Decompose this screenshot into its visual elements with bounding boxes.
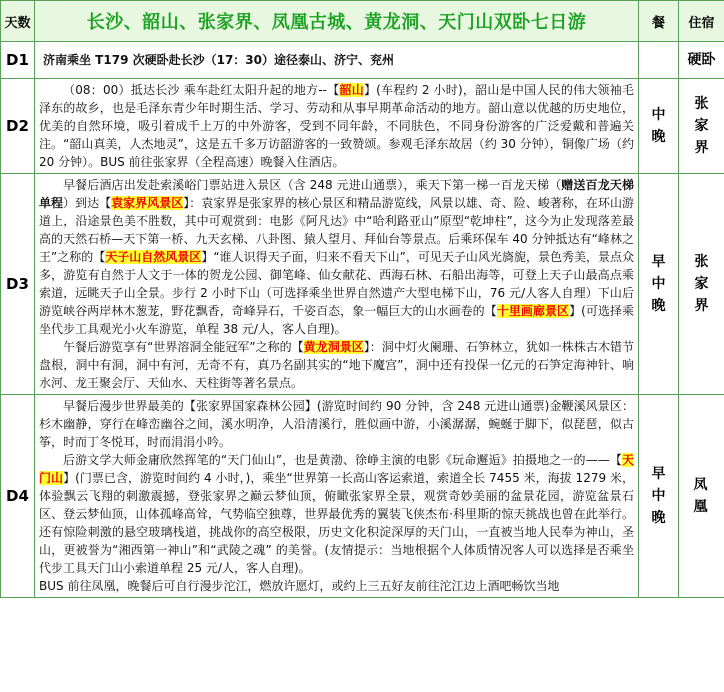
day-stay [679,395,724,598]
highlight-shilihualang: 十里画廊景区 [496,304,570,318]
day-row-d3 [1,174,724,395]
text-span: 】：洞中灯火阑珊、石笋林立，犹如一株株古木错节盘根，洞中有洞，洞中有河，无奇不有，真乃名副其实的“地下魔宫”，洞中还有投保一亿元的石笋定海神针、响水河、龙王聚会厅、天仙水、天柱街等著名景点。 [39,340,634,390]
day-content [35,395,639,598]
highlight-huanglongdong: 黄龙洞景区 [303,340,364,354]
day-row-d2 [1,79,724,174]
paragraph: BUS 前往凤凰，晚餐后可自行漫步沱江，燃放许愿灯，或约上三五好友前往沱江边上酒吧畅饮当地 [39,579,560,593]
day-label: D2 [1,79,35,174]
day-stay [679,79,724,174]
day-content [35,174,639,395]
highlight-shaoshan: 韶山 [339,83,364,97]
header-row [1,1,724,42]
day-column-header: 天数 [1,1,35,42]
day-label: D3 [1,174,35,395]
day-meal [639,395,679,598]
text-span: 】(可选择乘坐代步工具观光小火车游览，单程 38 元/人，客人自理)。 [39,304,634,336]
text-span: 后游文学大师金庸欣然挥笔的“天门仙山”，也是黄渤、徐峥主演的电影《玩命邂逅》拍摄地之一的——【 [63,453,622,467]
meal-column-header: 餐 [639,1,679,42]
meal-text: 早中晚 [651,254,666,314]
day-content: 济南乘坐 T179 次硬卧赴长沙（17：30）途径泰山、济宁、兖州 [35,42,639,79]
meal-text: 中晚 [651,107,666,145]
text-span: 】：袁家界是张家界的核心景区和精品游览线，风景以雄、奇、险、峻著称，在环山游道上，沿途景色美不胜数，其中可观赏到：电影《阿凡达》中“哈利路亚山”原型“乾坤柱”，这今为止发现落差最高的天然石桥—天下第一桥、九天玄梯、八卦图、猿人望月、拜仙台等景点。后乘环保车 40 分钟抵达有“峰林之王”之称的【 [39,196,634,264]
bold-span: 赠送百龙天梯单程 [39,178,634,210]
text-span: 】(车程约 2 小时)，韶山是中国人民的伟大领袖毛泽东的故乡，也是毛泽东青少年时期生活、学习、劳动和从事早期革命活动的地方。韶山意以优越的历史地位，优美的自然环境，吸引着成千上万的中外游客，受到不同年龄，不同肤色，不同身份游客的广泛爱戴和普遍关注。“韶山真美，人杰地灵”，这是五千多万访韶游客的一致赞颂。参观毛泽东故居（约 30 分钟），铜像广场（约 20 分钟）。BUS 前往张家界（全程高速）晚餐入住酒店。 [39,83,634,169]
day-stay [679,174,724,395]
day-row-d4 [1,395,724,598]
text-span: 】“谁人识得天子面，归来不看天下山”，可见天子山风光旖旎，景色秀美，景点众多，游览有自然于人文于一体的贺龙公园、御笔峰、仙女献花、西海石林、石船出海等，可登上天子山最高点乘索道，远眺天子山全景。步行 2 小时下山（可选择乘坐世界自然遗产大型电梯下山，76 元/人客人自理）下山后游览峡谷两岸林木葱茏，野花飘香，奇峰异石，千姿百态，象一幅巨大的山水画卷的【 [39,250,635,318]
tour-title: 长沙、韶山、张家界、凤凰古城、黄龙洞、天门山双卧七日游 [35,1,639,42]
text-span: ）到达【 [63,196,112,210]
highlight-yuanjiajie: 袁家界风景区 [111,196,184,210]
text-span: 早餐后酒店出发赴索溪峪门票站进入景区（含 248 元进山通票），乘天下第一梯一百龙天梯（ [63,178,562,192]
paragraph: 早餐后漫步世界最美的【张家界国家森林公园】(游览时间约 90 分钟，含 248 元进山通票)金鞭溪风景区：杉木幽静，穿行在峰峦幽谷之间，溪水明净，人沿清溪行，胜似画中游，小溪潺潺，蜿蜒于脚下，似琵琶，似古筝，时而丁冬悦耳，时而涓涓小吟。 [39,399,634,449]
text-span: 】(门票已含，游览时间约 4 小时，)，乘坐“世界第一长高山客运索道，索道全长 7455 米，海拔 1279 米，体验飘云飞翔的刺激震撼，登张家界之巅云梦仙顶，俯瞰张家界全景，观赏奇妙美丽的盆景花园，游览盆景石区、登云梦仙顶，山体孤峰高耸，气势临空独尊，世界最优秀的翼装飞侠杰布·科里斯的惊天挑战也曾在此举行。还有惊险刺激的悬空玻璃栈道，挑战你的高空极限，历史文化积淀深厚的天门山，一直被当地人民奉为神山，圣山，更被誉为“湘西第一神山”和“武陵之魂” 的美誉。(友情提示：当地根据个人体质情况客人可以选择是否乘坐代步工具天门山小索道单程 25 元/人，客人自理)。 [39,471,634,575]
day-meal [639,79,679,174]
day-stay: 硬卧 [679,42,724,79]
stay-column-header: 住宿 [679,1,724,42]
day-content [35,79,639,174]
day-label: D1 [1,42,35,79]
day-row-d1 [1,42,724,79]
stay-text: 张家界 [694,96,709,156]
stay-text: 张家界 [694,254,709,314]
day-label: D4 [1,395,35,598]
meal-text: 早中晚 [651,466,666,526]
highlight-tianzishan: 天子山自然风景区 [105,250,202,264]
highlight-tianmenshan: 天门山 [39,453,634,485]
day-meal [639,42,679,79]
stay-text: 凤凰 [693,477,718,515]
text-span: 午餐后游览享有“世界溶洞全能冠军”之称的【 [63,340,304,354]
day-meal [639,174,679,395]
text-span: （08：00）抵达长沙 乘车赴红太阳升起的地方--【 [63,83,340,97]
